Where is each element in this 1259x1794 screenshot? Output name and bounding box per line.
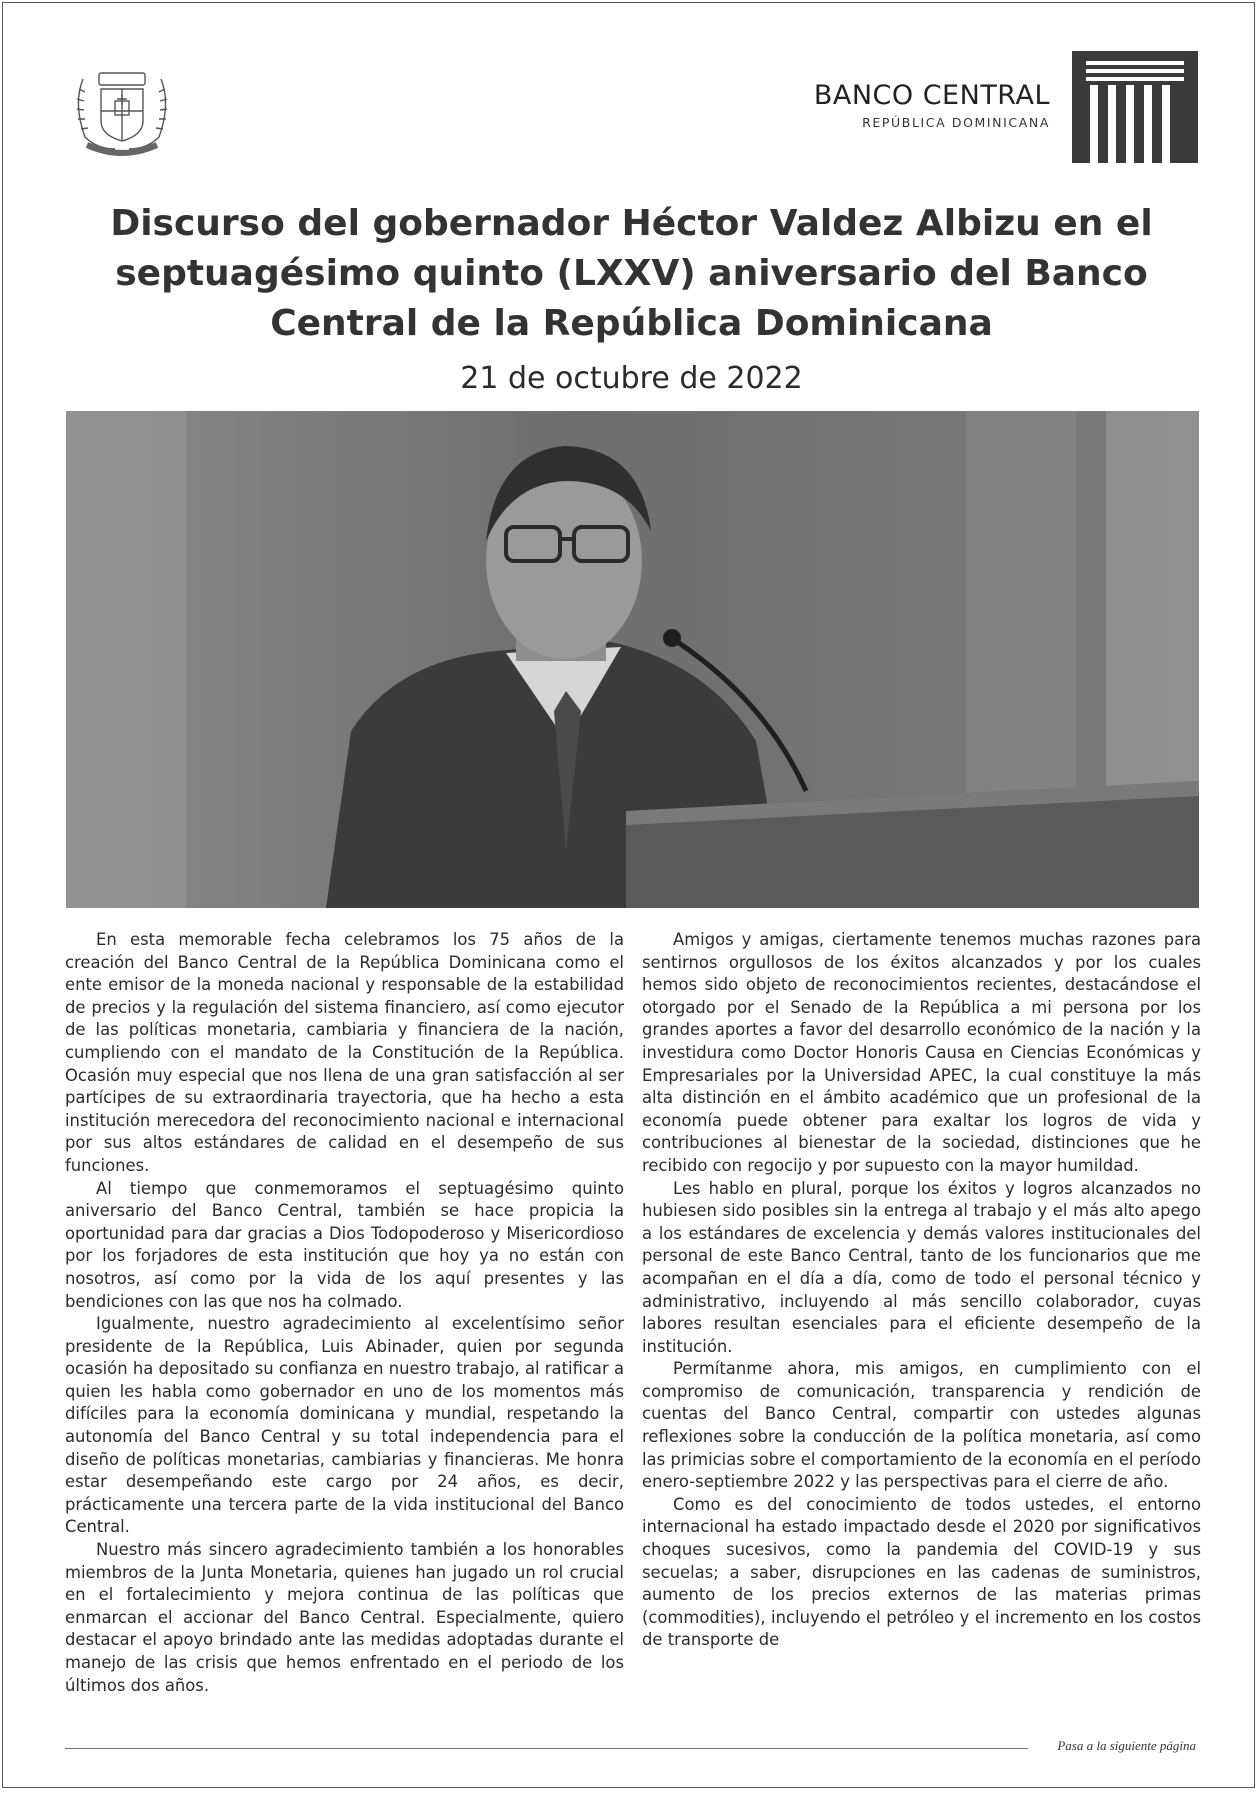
body-paragraph: Permítanme ahora, mis amigos, en cumplimiento con el compromiso de comunicación, transparencia y rendición de cuentas del Banco Central, compartir con ustedes algunas reflexiones sobre la conducción de la política monetaria, así como las primicias sobre el comportamiento de la economía en el período enero-septiembre 2022 y las perspectivas para el cierre de año. [642,1359,1201,1492]
coat-of-arms-icon [65,49,179,161]
brand-name: BANCO CENTRAL [813,80,1050,111]
body-paragraph: Como es del conocimiento de todos ustedes, el entorno internacional ha estado impactado desde el 2020 por significativos choques sucesivos, como la pandemia del COVID-19 y sus secuelas; a saber, disrupciones en las cadenas de suministros, aumento de los precios externos de las materias primas (commodities), incluyendo el petróleo y el incremento en los costos de transporte de [642,1494,1201,1650]
body-paragraph: Al tiempo que conmemoramos el septuagésimo quinto aniversario del Banco Central, también se hace propicia la oportunidad para dar gracias a Dios Todopoderoso y Misericordioso por los forjadores de esta institución que hoy ya no están con nosotros, así como por la vida de los aquí presentes y las bendiciones con las que nos ha colmado. [65,1178,624,1311]
banco-central-logo-icon [1072,51,1198,163]
body-paragraph: Les hablo en plural, porque los éxitos y logros alcanzados no hubiesen sido posibles sin la entrega al trabajo y el más alto apego a los estándares de excelencia y demás valores institucionales del personal de este Banco Central, tanto de los funcionarios que me acompañan en el día a día, como de todo el personal técnico y administrativo, incluyendo al más sencillo colaborador, cuyas labores resultan esenciales para el eficiente desempeño de la institución. [642,1178,1201,1356]
body-paragraph: En esta memorable fecha celebramos los 75 años de la creación del Banco Central de la República Dominicana como el ente emisor de la moneda nacional y responsable de la estabilidad de precios y la regulación del sistema financiero, así como ejecutor de las políticas monetaria, cambiaria y financiera de la nación, cumpliendo con el mandato de la Constitución de la República. Ocasión muy especial que nos llena de una gran satisfacción al ser partícipes de su extraordinaria trayectoria, que ha hecho a esta institución merecedora del reconocimiento nacional e internacional por sus altos estándares de calidad en el desempeño de sus funciones. [65,930,624,1175]
speaker-photo [66,411,1199,908]
brand-block [814,81,1050,130]
article-date: 21 de octubre de 2022 [460,361,803,396]
footer-divider [65,1748,1028,1749]
body-paragraph: Nuestro más sincero agradecimiento también a los honorables miembros de la Junta Monetaria, quienes han jugado un rol crucial en el fortalecimiento y mejora continua de las políticas que enmarcan el accionar del Banco Central. Especialmente, quiero destacar el apoyo brindado ante las medidas adoptadas durante el manejo de las crisis que hemos enfrentado en el periodo de los últimos dos años. [65,1540,624,1695]
brand-subtitle: REPÚBLICA DOMINICANA [862,115,1050,130]
article-title: Discurso del gobernador Héctor Valdez Albizu en el septuagésimo quinto (LXXV) aniversario del Banco Central de la República Dominicana [110,203,1153,344]
body-paragraph: Amigos y amigas, ciertamente tenemos muchas razones para sentirnos orgullosos de los éxitos alcanzados y por los cuales hemos sido objeto de reconocimientos recientes, destacándose el otorgado por el Senado de la República a mi persona por los grandes aportes a favor del desarrollo económico de la nación y la investidura como Doctor Honoris Causa en Ciencias Económicas y Empresariales por la Universidad APEC, la cual constituye la más alta distinción en el ámbito académico que un profesional de la economía puede obtener para exaltar los logros de vida y contribuciones al bienestar de la sociedad, distinciones que he recibido con regocijo y por supuesto con la mayor humildad. [642,930,1201,1175]
continue-on-next-page-label: Pasa a la siguiente página [1057,1738,1196,1753]
body-column-right [642,929,1201,1652]
body-column-left [65,929,624,1697]
newspaper-page [2,2,1255,1788]
body-paragraph: Igualmente, nuestro agradecimiento al excelentísimo señor presidente de la República, Luis Abinader, quien por segunda ocasión ha depositado su confianza en nuestro trabajo, al ratificar a quien les habla como gobernador en uno de los momentos más difíciles para la economía dominicana y mundial, respetando la autonomía del Banco Central y su total independencia para el diseño de políticas monetarias, cambiarias y financieras. Me honra estar desempeñando este cargo por 24 años, es decir, prácticamente una tercera parte de la vida institucional del Banco Central. [65,1314,624,1537]
